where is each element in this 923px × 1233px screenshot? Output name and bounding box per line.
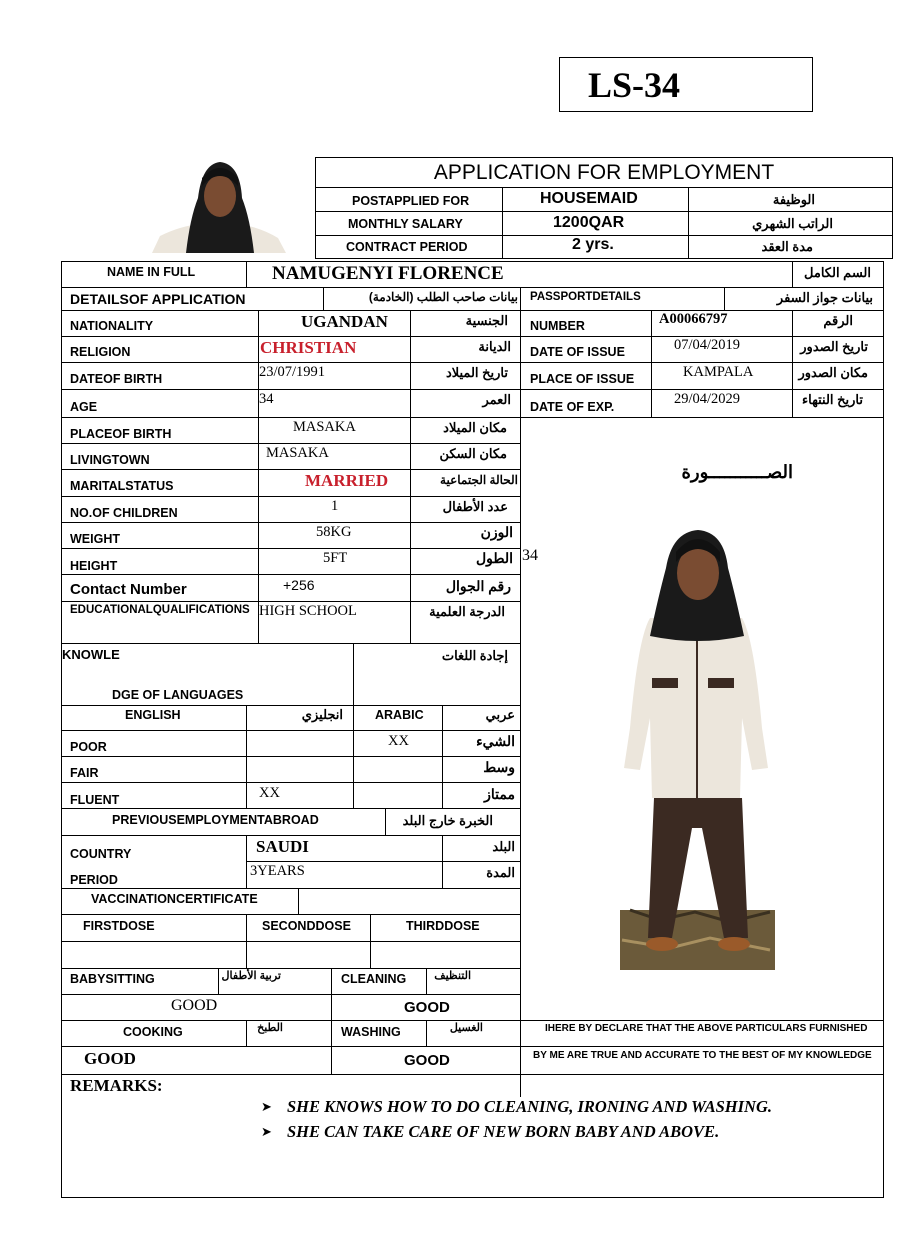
education-value: HIGH SCHOOL bbox=[259, 603, 357, 619]
monthly-salary-ar: الراتب الشهري bbox=[752, 216, 833, 231]
living-town-label: LIVINGTOWN bbox=[70, 453, 150, 467]
period-label: PERIOD bbox=[70, 873, 118, 887]
passport-expiry-value: 29/04/2029 bbox=[674, 391, 741, 407]
country-label: COUNTRY bbox=[70, 847, 132, 861]
country-value: SAUDI bbox=[256, 837, 309, 856]
remark-bullet-icon: ➤ bbox=[261, 1099, 272, 1114]
post-applied-label: POSTAPPLIED FOR bbox=[352, 194, 470, 208]
stray-number: 34 bbox=[522, 547, 538, 564]
weight-value: 58KG bbox=[316, 524, 352, 540]
arabic-label: ARABIC bbox=[375, 708, 424, 722]
passport-number-label: NUMBER bbox=[530, 319, 585, 333]
education-ar: الدرجة العلمية bbox=[429, 604, 505, 619]
remark-item: SHE CAN TAKE CARE OF NEW BORN BABY AND ABOVE. bbox=[287, 1122, 720, 1141]
monthly-salary-value: 1200QAR bbox=[553, 214, 625, 231]
english-ar: انجليزي bbox=[301, 707, 343, 722]
name-label: NAME IN FULL bbox=[107, 265, 196, 279]
weight-ar: الوزن bbox=[480, 524, 513, 540]
second-dose-label: SECONDDOSE bbox=[262, 919, 351, 933]
previous-employment-ar: الخبرة خارج البلد bbox=[402, 813, 493, 828]
nationality-value: UGANDAN bbox=[301, 312, 388, 331]
contact-number-value: +256 bbox=[283, 577, 315, 593]
religion-label: RELIGION bbox=[70, 345, 131, 359]
arabic-ar: عربي bbox=[485, 707, 515, 722]
country-ar: البلد bbox=[492, 839, 515, 854]
children-ar: عدد الأطفال bbox=[442, 499, 508, 514]
place-of-birth-value: MASAKA bbox=[293, 419, 356, 435]
place-of-birth-ar: مكان الميلاد bbox=[443, 420, 507, 435]
place-of-birth-label: PLACEOF BIRTH bbox=[70, 427, 172, 441]
poor-ar: الشيء bbox=[476, 733, 515, 749]
previous-employment-label: PREVIOUSEMPLOYMENTABROAD bbox=[112, 813, 319, 827]
nationality-label: NATIONALITY bbox=[70, 319, 154, 333]
languages-label-line2: DGE OF LANGUAGES bbox=[112, 688, 244, 702]
english-label: ENGLISH bbox=[125, 708, 181, 722]
weight-label: WEIGHT bbox=[70, 532, 120, 546]
education-label: EDUCATIONALQUALIFICATIONS bbox=[70, 604, 250, 616]
declaration-line1: IHERE BY DECLARE THAT THE ABOVE PARTICULARS FURNISHED bbox=[545, 1023, 868, 1034]
age-label: AGE bbox=[70, 400, 98, 414]
children-label: NO.OF CHILDREN bbox=[70, 506, 178, 520]
date-of-birth-value: 23/07/1991 bbox=[259, 364, 326, 380]
declaration-line2: BY ME ARE TRUE AND ACCURATE TO THE BEST OF MY KNOWLEDGE bbox=[533, 1050, 872, 1061]
languages-ar: إجادة اللغات bbox=[441, 648, 508, 663]
contract-period-ar: مدة العقد bbox=[761, 239, 813, 254]
post-applied-ar: الوظيفة bbox=[772, 192, 815, 207]
age-ar: العمر bbox=[482, 392, 511, 407]
living-town-value: MASAKA bbox=[266, 445, 329, 461]
washing-ar: الغسيل bbox=[449, 1022, 483, 1034]
languages-label-line1: KNOWLE bbox=[62, 647, 120, 662]
passport-expiry-ar: تاريخ النتهاء bbox=[802, 392, 863, 407]
name-value: NAMUGENYI FLORENCE bbox=[272, 263, 504, 284]
height-label: HEIGHT bbox=[70, 559, 118, 573]
fair-ar: وسط bbox=[483, 759, 515, 775]
poor-label: POOR bbox=[70, 740, 107, 754]
reference-code: LS-34 bbox=[588, 65, 681, 105]
details-header-label: DETAILSOF APPLICATION bbox=[70, 291, 246, 307]
height-value: 5FT bbox=[323, 550, 348, 566]
cleaning-value: GOOD bbox=[404, 999, 450, 1016]
passport-issue-place-value: KAMPALA bbox=[683, 364, 754, 380]
first-dose-label: FIRSTDOSE bbox=[83, 919, 155, 933]
third-dose-label: THIRDDOSE bbox=[406, 919, 480, 933]
height-ar: الطول bbox=[475, 550, 513, 566]
passport-issue-place-ar: مكان الصدور bbox=[798, 365, 868, 380]
contact-number-label: Contact Number bbox=[70, 581, 187, 598]
fluent-label: FLUENT bbox=[70, 793, 120, 807]
remark-bullet-icon: ➤ bbox=[261, 1124, 272, 1139]
photo-caption-ar: الصـــــــــــورة bbox=[681, 462, 793, 482]
date-of-birth-label: DATEOF BIRTH bbox=[70, 372, 163, 386]
passport-issue-date-ar: تاريخ الصدور bbox=[800, 339, 868, 354]
age-value: 34 bbox=[259, 391, 274, 407]
fair-label: FAIR bbox=[70, 766, 99, 780]
passport-header-ar: بيانات جواز السفر bbox=[776, 290, 873, 305]
babysitting-ar: تربية الأطفال bbox=[221, 970, 281, 982]
remark-item: SHE KNOWS HOW TO DO CLEANING, IRONING AND WASHING. bbox=[287, 1097, 773, 1116]
babysitting-value: GOOD bbox=[171, 997, 218, 1014]
monthly-salary-label: MONTHLY SALARY bbox=[348, 217, 463, 231]
contract-period-value: 2 yrs. bbox=[572, 236, 614, 253]
passport-issue-place-label: PLACE OF ISSUE bbox=[530, 372, 635, 386]
period-ar: المدة bbox=[486, 865, 515, 880]
cooking-value: GOOD bbox=[84, 1049, 136, 1068]
marital-status-ar: الحالة الجتماعية bbox=[440, 473, 518, 487]
remarks-label: REMARKS: bbox=[70, 1076, 163, 1095]
passport-number-ar: الرقم bbox=[823, 313, 853, 328]
passport-issue-date-label: DATE OF ISSUE bbox=[530, 345, 625, 359]
full-body-photo bbox=[620, 528, 775, 970]
fluent-english: XX bbox=[259, 785, 280, 801]
vaccination-label: VACCINATIONCERTIFICATE bbox=[91, 892, 258, 906]
passport-header-label: PASSPORTDETAILS bbox=[530, 291, 641, 303]
washing-label: WASHING bbox=[341, 1025, 401, 1039]
contract-period-label: CONTRACT PERIOD bbox=[346, 240, 468, 254]
nationality-ar: الجنسية bbox=[465, 313, 508, 328]
cleaning-label: CLEANING bbox=[341, 972, 407, 986]
details-header-ar: بيانات صاحب الطلب (الخادمة) bbox=[368, 290, 518, 304]
poor-arabic: XX bbox=[388, 733, 409, 749]
babysitting-label: BABYSITTING bbox=[70, 972, 155, 986]
cleaning-ar: التنظيف bbox=[434, 970, 471, 982]
fluent-ar: ممتاز bbox=[484, 786, 515, 802]
children-value: 1 bbox=[331, 498, 339, 514]
religion-value: CHRISTIAN bbox=[260, 338, 357, 357]
reference-code-box bbox=[559, 57, 813, 112]
passport-issue-date-value: 07/04/2019 bbox=[674, 337, 741, 353]
living-town-ar: مكان السكن bbox=[439, 446, 507, 461]
cooking-label: COOKING bbox=[123, 1025, 183, 1039]
form-title: APPLICATION FOR EMPLOYMENT bbox=[433, 161, 775, 184]
religion-ar: الديانة bbox=[478, 339, 511, 354]
passport-number-value: A00066797 bbox=[659, 311, 728, 327]
passport-expiry-label: DATE OF EXP. bbox=[530, 400, 615, 414]
contact-number-ar: رقم الجوال bbox=[445, 578, 511, 594]
cooking-ar: الطبخ bbox=[257, 1022, 283, 1034]
marital-status-value: MARRIED bbox=[305, 471, 389, 490]
headshot-photo bbox=[150, 158, 288, 253]
marital-status-label: MARITALSTATUS bbox=[70, 479, 174, 493]
period-value: 3YEARS bbox=[250, 863, 305, 879]
washing-value: GOOD bbox=[404, 1052, 450, 1069]
post-applied-value: HOUSEMAID bbox=[540, 190, 638, 207]
name-ar: السم الكامل bbox=[804, 265, 871, 280]
date-of-birth-ar: تاريخ الميلاد bbox=[445, 365, 508, 380]
